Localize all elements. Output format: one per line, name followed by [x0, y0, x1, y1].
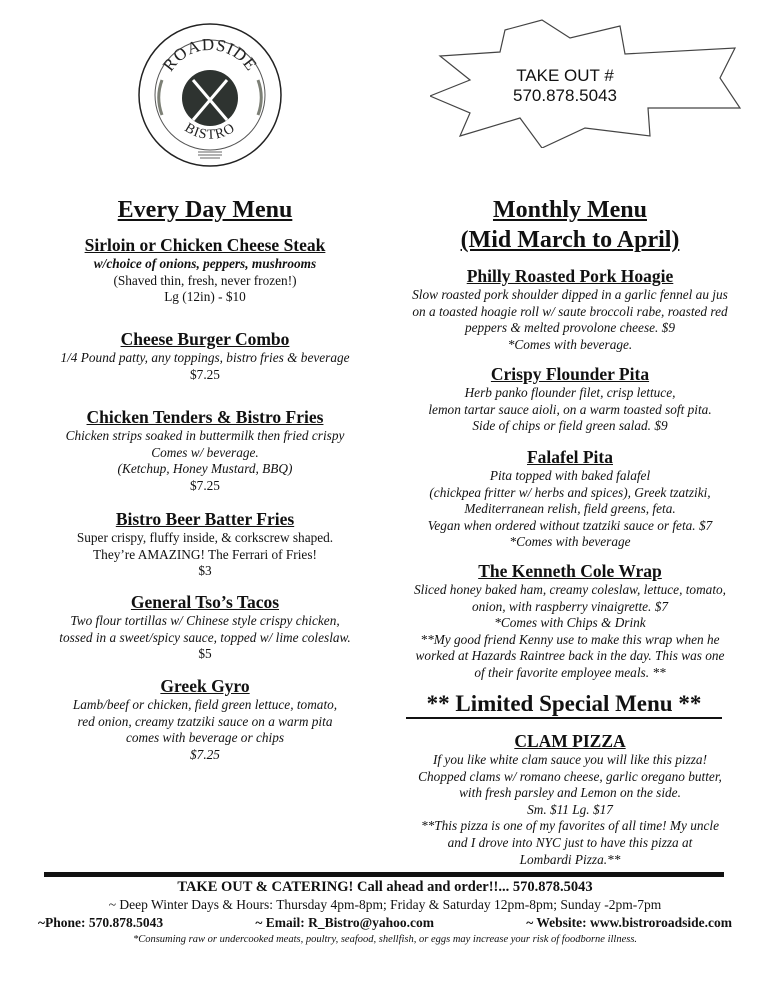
- menu-item-description: **My good friend Kenny use to make this wrap when he: [420, 631, 720, 647]
- menu-item-description: $7.25: [190, 746, 220, 762]
- menu-item-description: on a toasted hoagie roll w/ saute broccoli rabe, roasted red: [412, 303, 728, 319]
- menu-item: [400, 364, 740, 435]
- menu-item-description: w/choice of onions, peppers, mushrooms: [93, 256, 317, 271]
- svg-text:ROADSIDE: ROADSIDE: [158, 34, 262, 75]
- menu-item: [400, 266, 740, 353]
- menu-item-title: Cheese Burger Combo: [120, 329, 290, 349]
- menu-item-description: **This pizza is one of my favorites of all time! My uncle: [420, 818, 720, 834]
- website-link[interactable]: ~ Website: www.bistroroadside.com: [526, 915, 732, 930]
- takeout-catering-line: TAKE OUT & CATERING! Call ahead and order!!... 570.878.5043: [177, 879, 593, 895]
- menu-item-description: Mediterranean relish, field greens, feta.: [464, 501, 676, 517]
- menu-item-description: Pita topped with baked falafel: [489, 468, 651, 483]
- menu-item-description: Two flour tortillas w/ Chinese style crispy chicken,: [70, 613, 340, 628]
- menu-item-description: red onion, creamy tzatziki sauce on a warm pita: [77, 713, 333, 729]
- takeout-label: TAKE OUT #: [516, 66, 614, 85]
- roadside-bistro-logo: [135, 20, 285, 170]
- menu-item-description: Herb panko flounder filet, crisp lettuce,: [464, 385, 676, 400]
- menu-item-description: $3: [198, 563, 212, 579]
- menu-item-description: Vegan when ordered without tzatziki sauce or feta. $7: [427, 517, 713, 533]
- food-safety-disclaimer: *Consuming raw or undercooked meats, poultry, seafood, shellfish, or eggs may increase your risk of foodborne illness.: [132, 934, 638, 945]
- hours-line: ~ Deep Winter Days & Hours: Thursday 4pm-8pm; Friday & Saturday 12pm-8pm; Sunday -2pm-7pm: [108, 897, 662, 912]
- menu-item-title: Chicken Tenders & Bistro Fries: [86, 407, 324, 427]
- menu-item-description: Sm. $11 Lg. $17: [527, 801, 613, 817]
- menu-item: [400, 561, 740, 682]
- menu-item-description: of their favorite employee meals. **: [474, 664, 666, 680]
- menu-item-title: General Tso’s Tacos: [130, 592, 280, 612]
- menu-item-title: Sirloin or Chicken Cheese Steak: [84, 235, 326, 255]
- menu-item-title: Falafel Pita: [526, 447, 613, 467]
- menu-item-description: Lamb/beef or chicken, field green lettuce, tomato,: [72, 697, 338, 712]
- menu-item: [20, 235, 390, 306]
- menu-item-description: $7.25: [190, 366, 220, 382]
- menu-item-description: (chickpea fritter w/ herbs and spices), Greek tzatziki,: [429, 484, 711, 500]
- menu-item: [400, 731, 740, 868]
- menu-item-description: $5: [198, 646, 212, 662]
- menu-item: [20, 329, 390, 383]
- svg-text:BISTRO: BISTRO: [181, 120, 239, 143]
- footer-divider: [44, 872, 724, 877]
- menu-item-description: and I drove into NYC just to have this pizza at: [447, 834, 693, 850]
- footer: [30, 878, 740, 948]
- menu-item-description: tossed in a sweet/spicy sauce, topped w/ lime coleslaw.: [59, 629, 351, 645]
- menu-item: [20, 676, 390, 763]
- menu-item-title: The Kenneth Cole Wrap: [478, 561, 662, 581]
- menu-item-description: They’re AMAZING! The Ferrari of Fries!: [93, 546, 317, 562]
- contact-line: [30, 914, 740, 932]
- menu-item-description: Comes w/ beverage.: [151, 444, 259, 460]
- monthly-menu-subheading: (Mid March to April): [460, 227, 680, 253]
- menu-item-description: Super crispy, fluffy inside, & corkscrew shaped.: [76, 530, 334, 545]
- menu-item: [400, 447, 740, 551]
- menu-item-description: Lombardi Pizza.**: [519, 851, 621, 867]
- menu-item-title: Philly Roasted Pork Hoagie: [466, 266, 674, 286]
- everyday-menu-heading: Every Day Menu: [117, 197, 293, 223]
- menu-item-title: CLAM PIZZA: [514, 731, 626, 751]
- menu-item-description: Sliced honey baked ham, creamy coleslaw, lettuce, tomato,: [413, 582, 726, 597]
- menu-item-description: with fresh parsley and Lemon on the side.: [459, 785, 681, 801]
- menu-item: [20, 592, 390, 663]
- menu-item-description: lemon tartar sauce aioli, on a warm toasted soft pita.: [428, 401, 712, 417]
- menu-item-description: Side of chips or field green salad. $9: [472, 418, 668, 434]
- menu-item-title: Greek Gyro: [160, 676, 250, 696]
- menu-item-description: Slow roasted pork shoulder dipped in a garlic fennel au jus: [412, 287, 728, 302]
- menu-item-description: *Comes with beverage.: [507, 336, 633, 352]
- phone-contact: ~Phone: 570.878.5043: [38, 915, 164, 930]
- divider: [406, 717, 722, 719]
- menu-item-description: (Shaved thin, fresh, never frozen!): [113, 272, 297, 288]
- menu-item-description: comes with beverage or chips: [125, 730, 285, 746]
- takeout-phone: 570.878.5043: [513, 86, 617, 105]
- menu-item-description: worked at Hazards Raintree back in the day. This was one: [415, 648, 725, 664]
- menu-item-title: Bistro Beer Batter Fries: [115, 509, 295, 529]
- menu-item-description: If you like white clam sauce you will like this pizza!: [432, 752, 707, 767]
- menu-item-description: $7.25: [190, 477, 220, 493]
- limited-special-heading: ** Limited Special Menu **: [426, 691, 702, 716]
- menu-item-description: onion, with raspberry vinaigrette. $7: [472, 598, 668, 614]
- menu-item-description: *Comes with Chips & Drink: [494, 615, 646, 631]
- menu-item-description: 1/4 Pound patty, any toppings, bistro fries & beverage: [60, 350, 350, 365]
- menu-item-description: Chicken strips soaked in buttermilk then fried crispy: [65, 428, 345, 443]
- menu-item-description: (Ketchup, Honey Mustard, BBQ): [117, 461, 293, 477]
- menu-item-description: Lg (12in) - $10: [164, 289, 246, 305]
- monthly-menu-heading: Monthly Menu: [492, 197, 647, 223]
- menu-item-description: *Comes with beverage: [509, 534, 631, 550]
- menu-item-description: Chopped clams w/ romano cheese, garlic oregano butter,: [418, 768, 722, 784]
- menu-item-title: Crispy Flounder Pita: [490, 364, 650, 384]
- email-link[interactable]: ~ Email: R_Bistro@yahoo.com: [255, 915, 435, 930]
- menu-item-description: peppers & melted provolone cheese. $9: [465, 320, 675, 336]
- takeout-badge: [430, 18, 760, 148]
- menu-item: [20, 509, 390, 580]
- menu-item: [20, 407, 390, 494]
